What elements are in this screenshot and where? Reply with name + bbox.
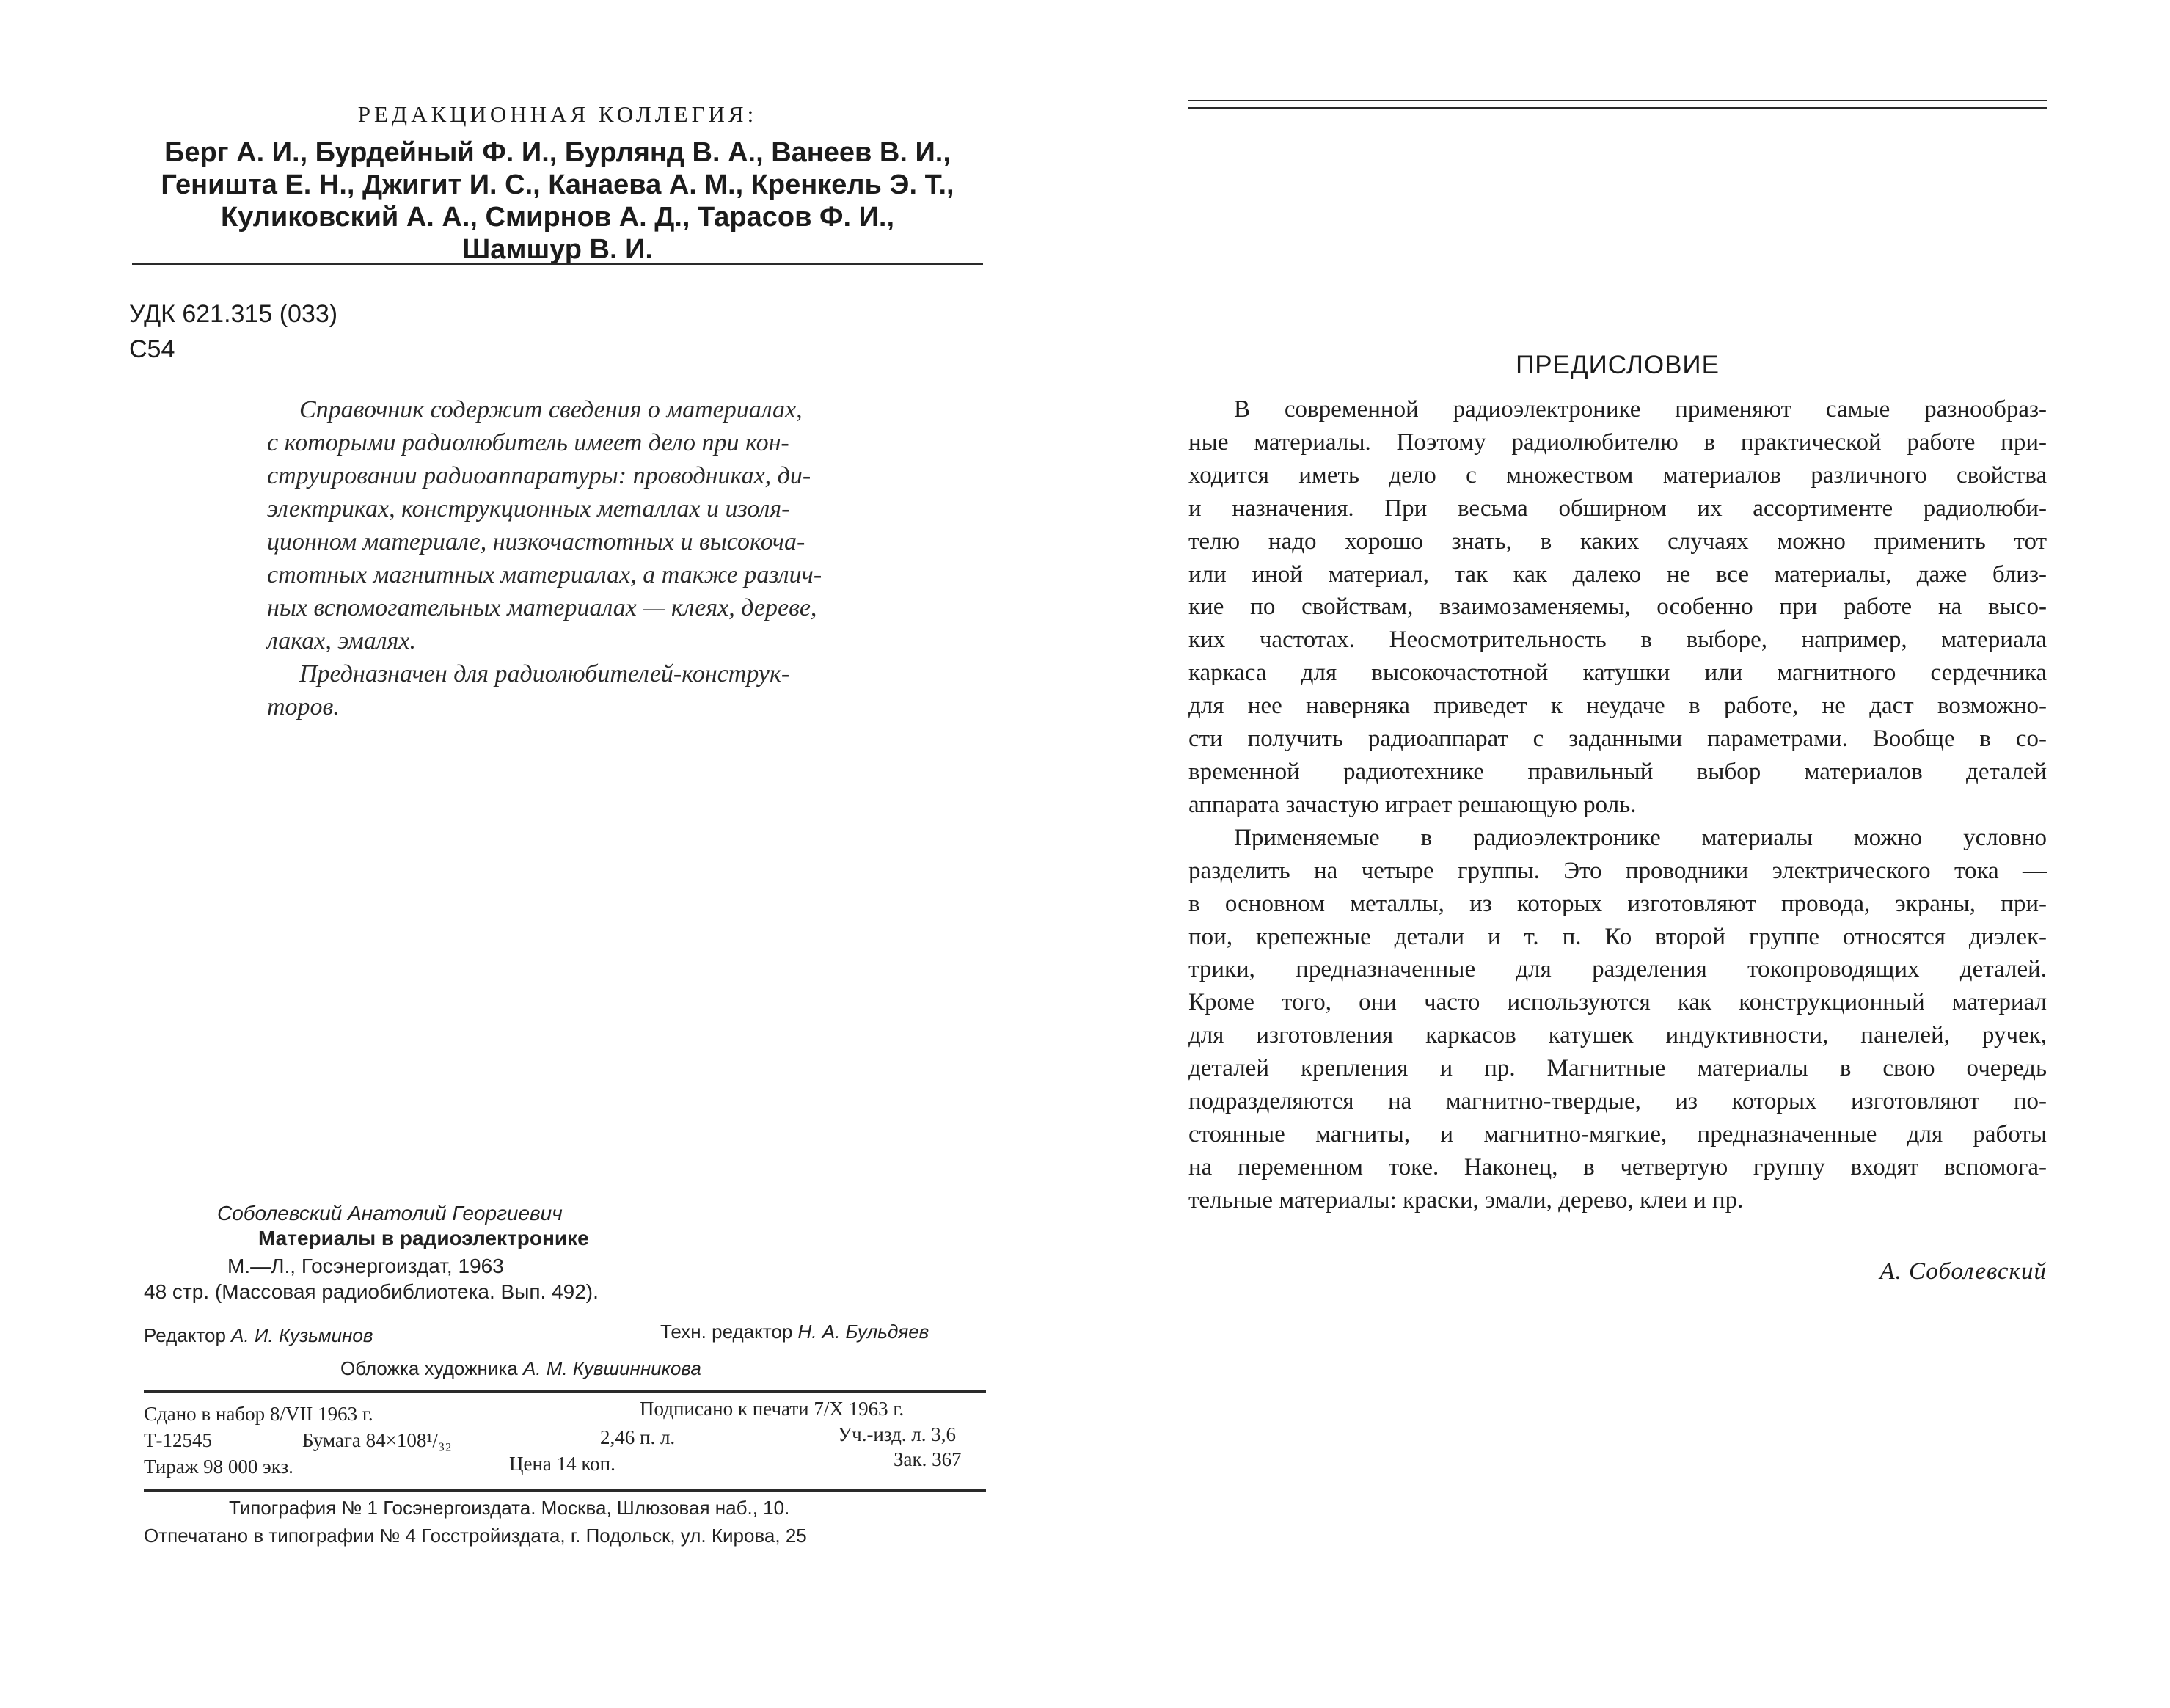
preface-line: трики, предназначенные для разделения токопроводящих деталей. bbox=[1188, 956, 2047, 983]
editorial-board-line: Куликовский А. А., Смирнов А. Д., Тарасов Ф. И., bbox=[220, 202, 895, 233]
udc-code: УДК 621.315 (033) bbox=[129, 300, 338, 328]
circulation: Тираж 98 000 экз. bbox=[144, 1456, 293, 1478]
signed-to-print: Подписано к печати 7/X 1963 г. bbox=[640, 1398, 905, 1420]
editorial-board-line: Берг А. И., Бурдейный Ф. И., Бурлянд В. А., Ванеев В. И., bbox=[164, 137, 951, 168]
preface-line: ные материалы. Поэтому радиолюбителю в практической работе при- bbox=[1188, 428, 2047, 456]
print-sheets: 2,46 п. л. bbox=[600, 1426, 676, 1448]
publication-divider-top bbox=[144, 1390, 986, 1393]
annotation-line: ных вспомогательных материалах — клеях, дереве, bbox=[267, 594, 817, 621]
library-code: С54 bbox=[129, 335, 175, 363]
preface-paragraph bbox=[1188, 822, 2047, 1217]
preface-line: аппарата зачастую играет решающую роль. bbox=[1188, 791, 1637, 818]
preface-line: В современной радиоэлектронике применяют самые разнообраз- bbox=[1234, 396, 2047, 423]
editor-name: А. И. Кузьминов bbox=[231, 1324, 373, 1346]
preface-title: ПРЕДИСЛОВИЕ bbox=[1516, 351, 1720, 379]
annotation-line: электриках, конструкционных металлах и изоля- bbox=[267, 495, 790, 522]
purpose-line: торов. bbox=[267, 693, 340, 720]
order-number: Зак. 367 bbox=[894, 1448, 962, 1470]
preface-line: каркаса для высокочастотной катушки или магнитного сердечника bbox=[1188, 660, 2047, 687]
annotation-line: стотных магнитных материалах, а также различ- bbox=[267, 561, 822, 588]
colophon-pages: 48 стр. (Массовая радиобиблиотека. Вып. 492). bbox=[144, 1280, 599, 1303]
printing-house-line: Типография № 1 Госэнергоиздата. Москва, Шлюзовая наб., 10. bbox=[229, 1497, 790, 1519]
editorial-board-line: Шамшур В. И. bbox=[462, 234, 653, 265]
preface-body bbox=[1188, 393, 2047, 1217]
book-annotation bbox=[267, 393, 883, 723]
header-rule-top bbox=[1188, 100, 2047, 101]
tech-editor-name: Н. А. Бульдяев bbox=[797, 1321, 929, 1343]
colophon-title: Материалы в радиоэлектронике bbox=[258, 1227, 589, 1249]
preface-line: тельные материалы: краски, эмали, дерево, клеи и пр. bbox=[1188, 1186, 1744, 1214]
publication-divider-bottom bbox=[144, 1489, 986, 1492]
colophon-author: Соболевский Анатолий Георгиевич bbox=[217, 1202, 563, 1225]
preface-line: Кроме того, они часто используются как конструкционный материал bbox=[1188, 989, 2047, 1016]
cover-artist-name: А. М. Кувшинникова bbox=[523, 1357, 701, 1379]
preface-line: и назначения. При весьма обширном их ассортименте радиолюби- bbox=[1188, 494, 2047, 522]
purpose-line: Предназначен для радиолюбителей-конструк- bbox=[299, 660, 790, 687]
preface-line: разделить на четыре группы. Это проводники электрического тока — bbox=[1188, 857, 2047, 884]
annotation-line: лаках, эмалях. bbox=[267, 627, 417, 654]
preface-line: деталей крепления и пр. Магнитные материалы в свою очередь bbox=[1188, 1055, 2047, 1082]
colophon-cover-artist bbox=[340, 1357, 701, 1380]
preface-line: ходится иметь дело с множеством материалов различного свойства bbox=[1188, 461, 2047, 489]
price: Цена 14 коп. bbox=[509, 1453, 615, 1475]
preface-line: на переменном токе. Наконец, в четвертую группу входят вспомога- bbox=[1188, 1153, 2047, 1180]
preface-line: временной радиотехнике правильный выбор материалов деталей bbox=[1188, 758, 2047, 785]
preface-line: подразделяются на магнитно-твердые, из которых изготовляют по- bbox=[1188, 1088, 2047, 1115]
pub-sheets: Уч.-изд. л. 3,6 bbox=[838, 1423, 957, 1445]
preface-line: телю надо хорошо знать, в каких случаях можно применить тот bbox=[1188, 528, 2047, 555]
preface-line: для изготовления каркасов катушек индуктивности, панелей, ручек, bbox=[1188, 1022, 2047, 1049]
editorial-divider bbox=[132, 263, 983, 265]
preface-line: Применяемые в радиоэлектронике материалы можно условно bbox=[1234, 824, 2047, 851]
colophon-publisher: М.—Л., Госэнергоиздат, 1963 bbox=[227, 1255, 504, 1277]
annotation-line: струировании радиоаппаратуры: проводниках, ди- bbox=[267, 462, 811, 489]
colophon-editor bbox=[144, 1324, 373, 1347]
sent-to-set: Сдано в набор 8/VII 1963 г. bbox=[144, 1403, 373, 1425]
annotation-line: ционном материале, низкочастотных и высокоча- bbox=[267, 528, 805, 555]
preface-line: сти получить радиоаппарат с заданными параметрами. Вообще в со- bbox=[1188, 726, 2047, 753]
annotation-line: Справочник содержит сведения о материалах, bbox=[299, 396, 803, 423]
editor-label: Редактор bbox=[144, 1324, 226, 1346]
preface-line: ких частотах. Неосмотрительность в выборе, например, материала bbox=[1188, 627, 2047, 654]
preface-paragraph bbox=[1188, 393, 2047, 822]
editorial-board-heading: РЕДАКЦИОННАЯ КОЛЛЕГИЯ: bbox=[357, 101, 758, 127]
classification-codes bbox=[129, 296, 337, 367]
preface-line: стоянные магниты, и магнитно-мягкие, предназначенные для работы bbox=[1188, 1120, 2047, 1147]
header-rule-bottom bbox=[1188, 107, 2047, 109]
preface-line: для нее наверняка приведет к неудаче в работе, не даст возможно- bbox=[1188, 693, 2047, 720]
printing-house-line: Отпечатано в типографии № 4 Госстройиздата, г. Подольск, ул. Кирова, 25 bbox=[144, 1525, 807, 1547]
order-code: Т-12545 bbox=[144, 1429, 212, 1451]
preface-signature: А. Соболевский bbox=[1879, 1258, 2047, 1285]
preface-line: или иной материал, так как далеко не все материалы, даже близ- bbox=[1188, 561, 2047, 588]
annotation-line: с которыми радиолюбитель имеет дело при кон- bbox=[267, 429, 789, 456]
paper-format: Бумага 84×108¹/₃₂ bbox=[302, 1429, 452, 1451]
preface-line: пои, крепежные детали и т. п. Ко второй группе относятся диэлек- bbox=[1188, 923, 2047, 950]
cover-label: Обложка художника bbox=[340, 1357, 518, 1379]
preface-line: кие по свойствам, взаимозаменяемы, особенно при работе на высо- bbox=[1188, 594, 2047, 621]
editorial-board-list bbox=[132, 136, 983, 266]
editorial-board-line: Геништа Е. Н., Джигит И. С., Канаева А. М., Кренкель Э. Т., bbox=[161, 169, 954, 200]
tech-editor-label: Техн. редактор bbox=[660, 1321, 793, 1343]
preface-line: в основном металлы, из которых изготовляют провода, экраны, при- bbox=[1188, 890, 2047, 917]
colophon-tech-editor bbox=[660, 1321, 929, 1343]
